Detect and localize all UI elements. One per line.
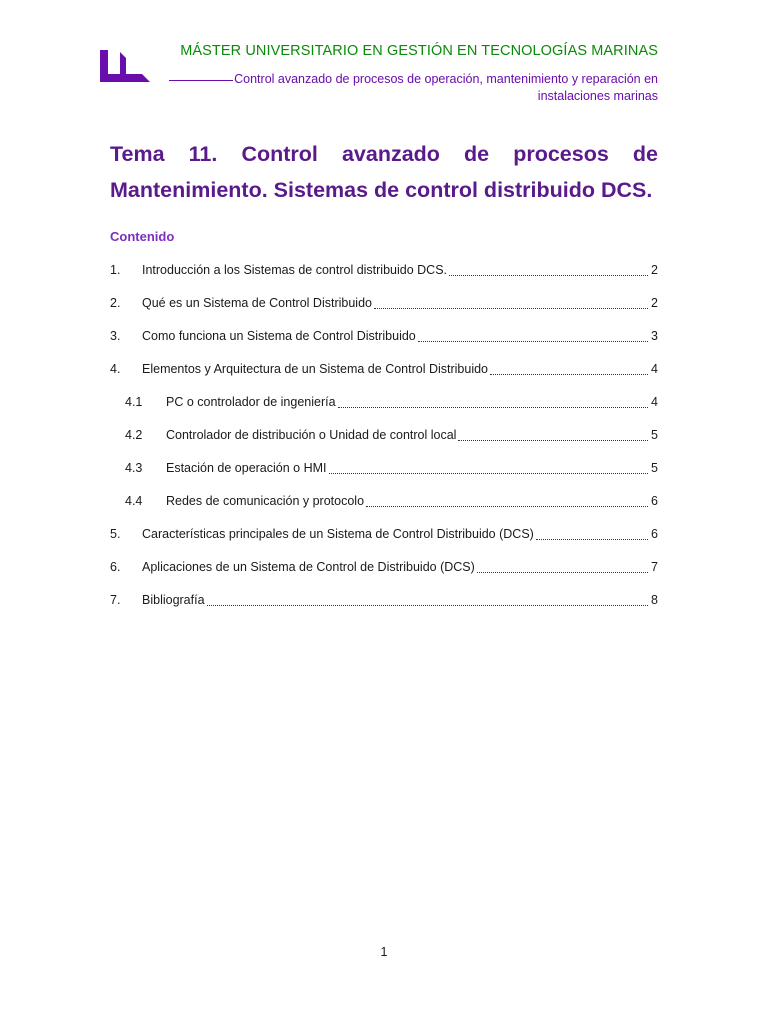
- toc-leader-dots: [374, 307, 648, 309]
- header-rule: [169, 80, 233, 81]
- university-logo: [98, 46, 152, 86]
- title-line-2: Mantenimiento. Sistemas de control distribuido DCS.: [110, 178, 653, 202]
- program-title: MÁSTER UNIVERSITARIO EN GESTIÓN EN TECNOLOGÍAS MARINAS: [180, 43, 658, 59]
- toc-entry[interactable]: [110, 263, 658, 296]
- table-of-contents: [110, 263, 658, 626]
- toc-entry-page: 5: [651, 461, 658, 475]
- toc-entry-page: 5: [651, 428, 658, 442]
- title-word: de: [632, 142, 658, 166]
- toc-leader-dots: [490, 373, 648, 375]
- toc-leader-dots: [449, 274, 648, 276]
- toc-entry-page: 4: [651, 362, 658, 376]
- toc-entry-page: 2: [651, 296, 658, 310]
- course-title-line1: Control avanzado de procesos de operación, mantenimiento y reparación en: [234, 72, 658, 86]
- toc-entry[interactable]: [110, 296, 658, 329]
- toc-entry-number: 7.: [110, 593, 121, 607]
- toc-leader-dots: [458, 439, 648, 441]
- toc-entry-number: 1.: [110, 263, 121, 277]
- toc-entry-text: Aplicaciones de un Sistema de Control de Distribuido (DCS): [142, 560, 475, 574]
- toc-entry-number: 4.3: [125, 461, 143, 475]
- toc-entry[interactable]: [110, 560, 658, 593]
- title-word: de: [464, 142, 490, 166]
- toc-entry-number: 4.: [110, 362, 121, 376]
- page-number: 1: [380, 945, 388, 959]
- toc-entry[interactable]: [110, 494, 658, 527]
- title-word: procesos: [513, 142, 609, 166]
- toc-entry-text: Bibliografía: [142, 593, 205, 607]
- toc-entry-page: 6: [651, 527, 658, 541]
- toc-entry-number: 4.4: [125, 494, 143, 508]
- toc-entry-page: 4: [651, 395, 658, 409]
- toc-entry-page: 3: [651, 329, 658, 343]
- toc-leader-dots: [477, 571, 648, 573]
- toc-entry-number: 6.: [110, 560, 121, 574]
- toc-entry[interactable]: [110, 329, 658, 362]
- toc-leader-dots: [329, 472, 648, 474]
- toc-entry-text: Controlador de distribución o Unidad de control local: [166, 428, 457, 442]
- toc-entry-page: 8: [651, 593, 658, 607]
- contents-heading: Contenido: [110, 229, 175, 244]
- toc-entry-text: Redes de comunicación y protocolo: [166, 494, 365, 508]
- toc-entry-text: Elementos y Arquitectura de un Sistema de Control Distribuido: [142, 362, 489, 376]
- toc-entry-number: 4.2: [125, 428, 143, 442]
- toc-leader-dots: [338, 406, 648, 408]
- toc-leader-dots: [207, 604, 648, 606]
- title-line-1: [110, 136, 658, 172]
- toc-entry[interactable]: [110, 527, 658, 560]
- toc-leader-dots: [418, 340, 648, 342]
- toc-entry-text: Qué es un Sistema de Control Distribuido: [142, 296, 372, 310]
- toc-entry[interactable]: [110, 395, 658, 428]
- toc-entry[interactable]: [110, 428, 658, 461]
- toc-entry[interactable]: [110, 593, 658, 626]
- title-word: avanzado: [341, 142, 440, 166]
- course-title: [158, 71, 658, 105]
- toc-entry-text: Estación de operación o HMI: [166, 461, 327, 475]
- toc-entry[interactable]: [110, 362, 658, 395]
- course-title-line2: instalaciones marinas: [537, 89, 658, 103]
- toc-entry-text: PC o controlador de ingeniería: [166, 395, 336, 409]
- toc-entry-number: 4.1: [125, 395, 143, 409]
- toc-leader-dots: [536, 538, 648, 540]
- toc-entry-number: 3.: [110, 329, 121, 343]
- toc-entry-number: 2.: [110, 296, 121, 310]
- toc-entry-page: 6: [651, 494, 658, 508]
- toc-entry-text: Introducción a los Sistemas de control distribuido DCS.: [142, 263, 448, 277]
- toc-entry-text: Características principales de un Sistema de Control Distribuido (DCS): [142, 527, 534, 541]
- title-word: 11.: [188, 142, 218, 166]
- toc-leader-dots: [366, 505, 648, 507]
- title-word: Control: [241, 142, 318, 166]
- toc-entry-page: 7: [651, 560, 658, 574]
- toc-entry-number: 5.: [110, 527, 121, 541]
- toc-entry-text: Como funciona un Sistema de Control Distribuido: [142, 329, 416, 343]
- title-word: Tema: [110, 142, 165, 166]
- toc-entry[interactable]: [110, 461, 658, 494]
- toc-entry-page: 2: [651, 263, 658, 277]
- document-title: [110, 136, 658, 208]
